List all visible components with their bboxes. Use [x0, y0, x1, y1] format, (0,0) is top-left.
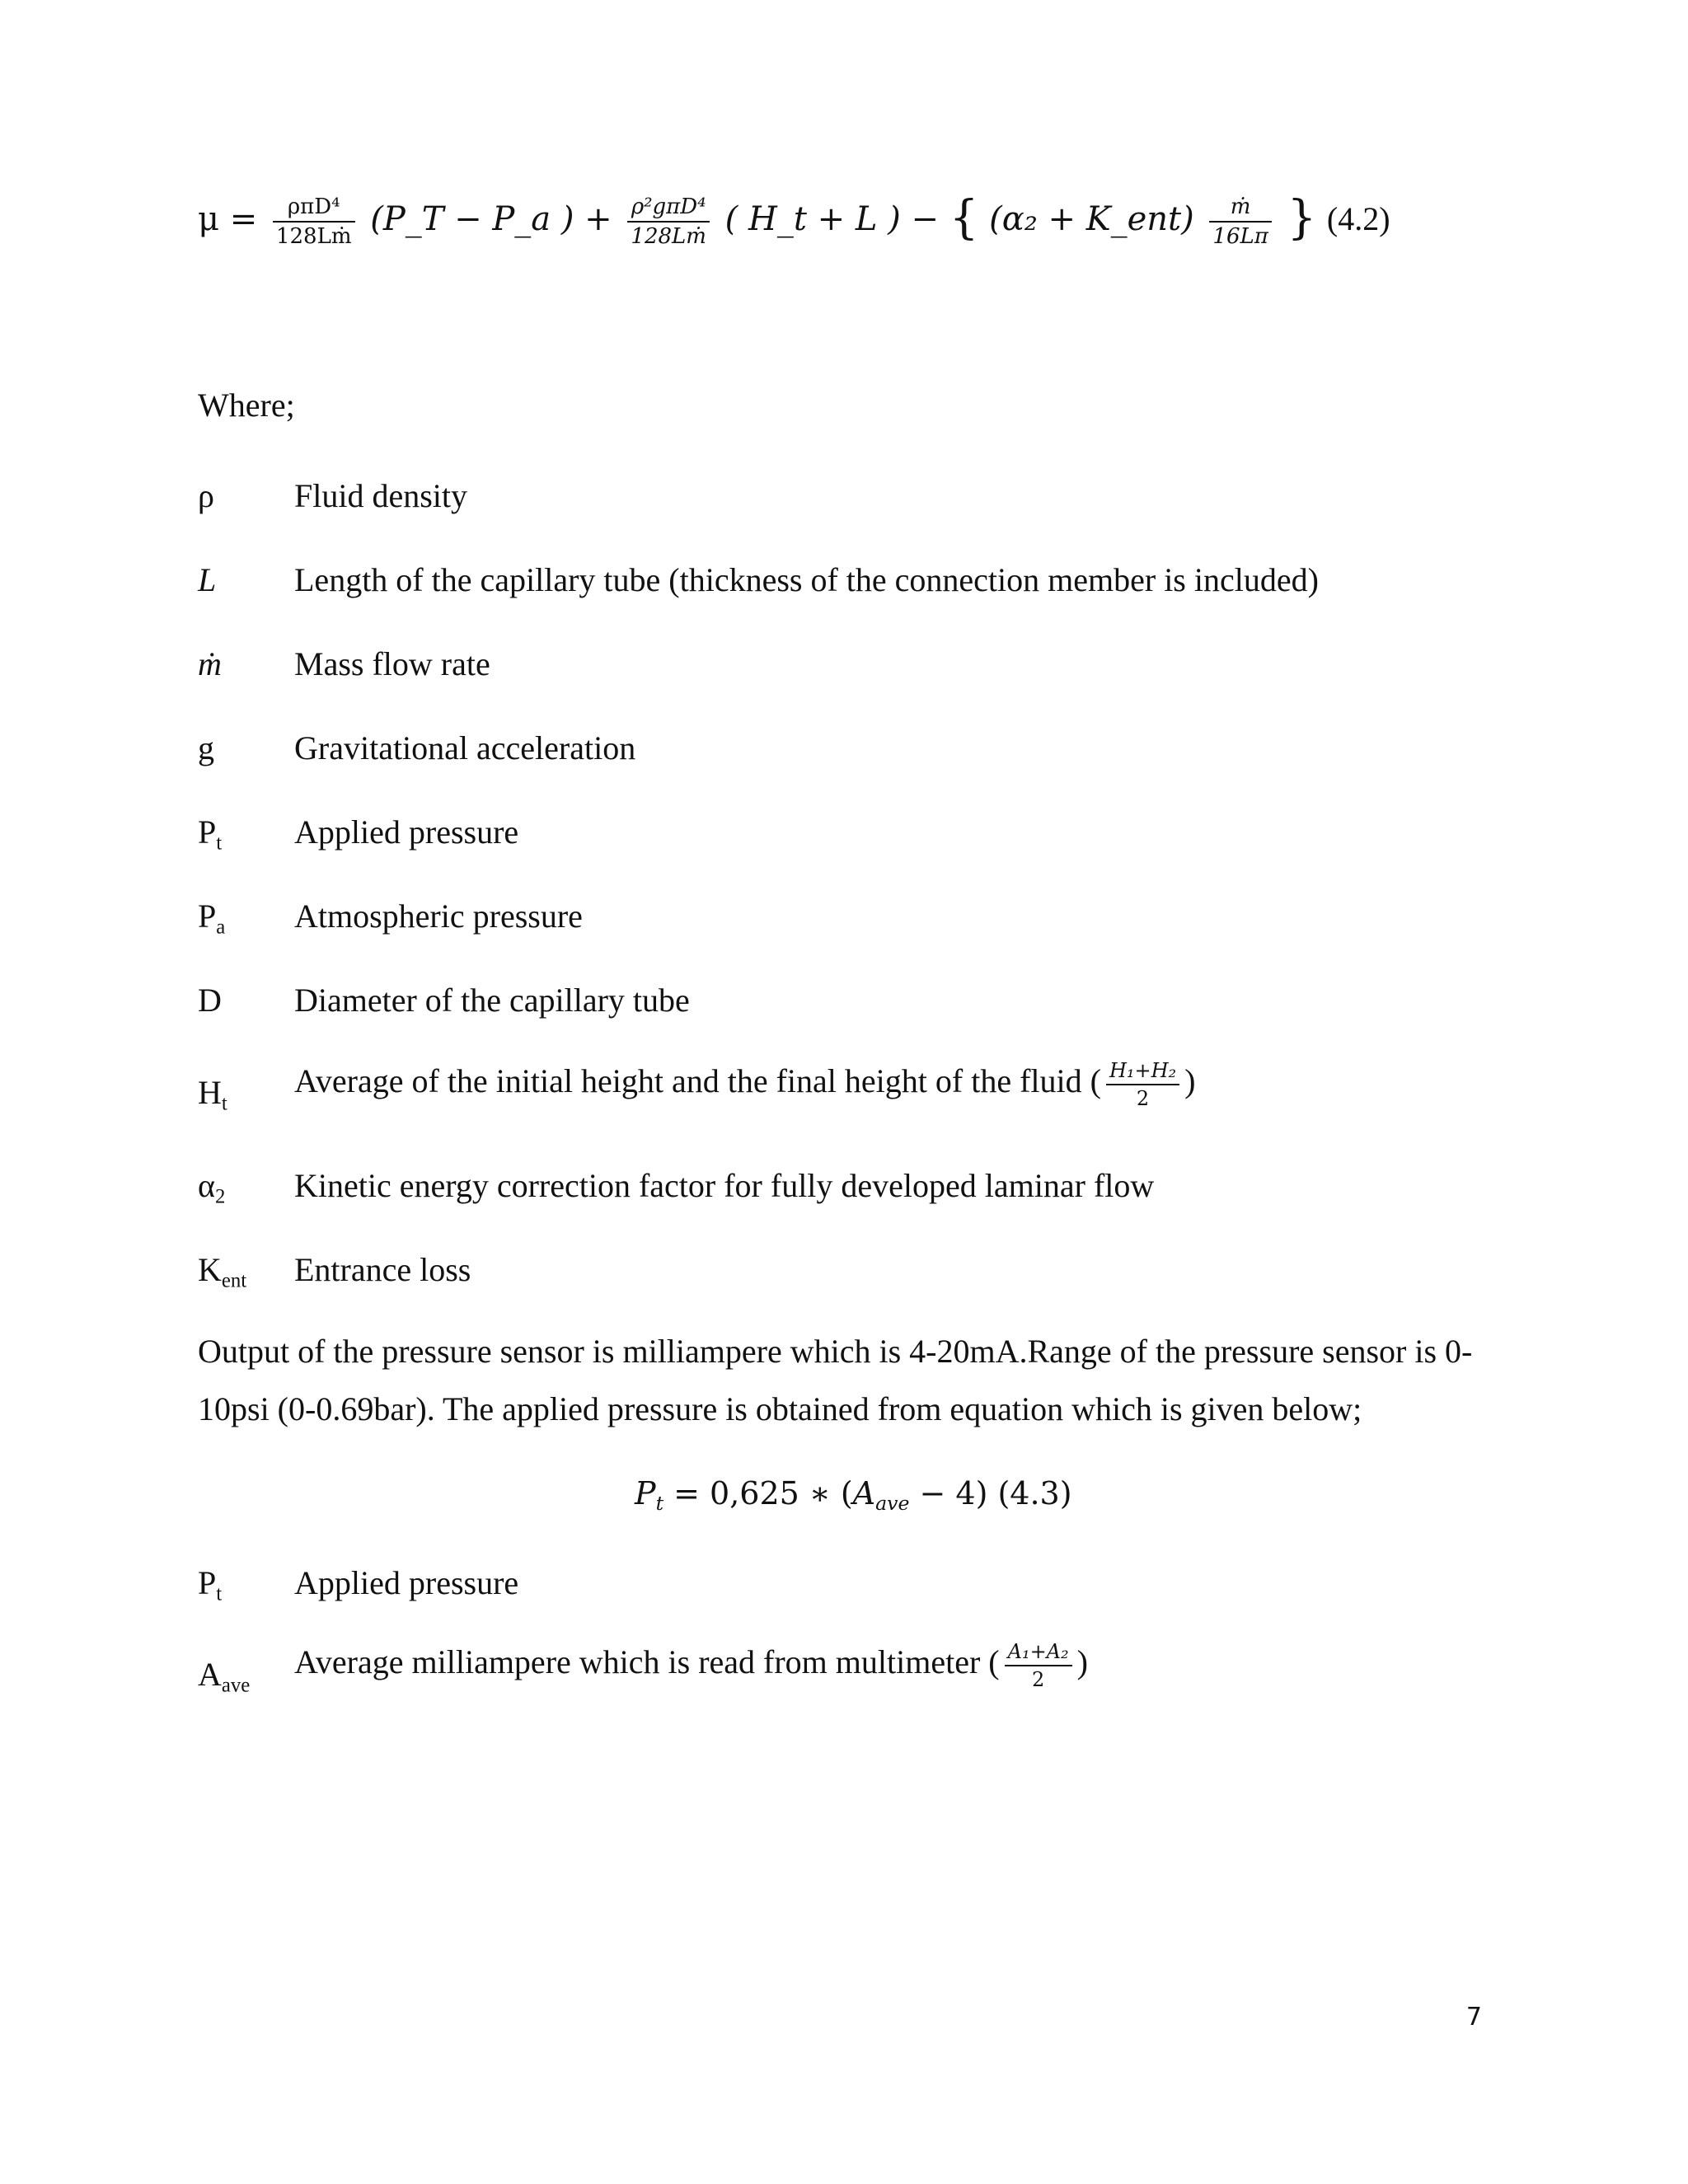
definition-symbol: $P_t$ — [198, 813, 223, 855]
equation-label: (4.2) — [1326, 200, 1390, 237]
fraction-3-denominator: 16Lπ — [1212, 224, 1268, 249]
definition-description: Kinetic energy correction factor for fully developed laminar flow — [294, 1167, 1155, 1204]
equation-4-3: $P_t = 0,625$ ∗ $(A_{ave} - 4)$ (4.3) — [635, 1475, 1072, 1516]
page-number: 7 — [1465, 2003, 1482, 2032]
definition-symbol: $A_{ave}$ — [198, 1656, 251, 1697]
definition-symbol: D — [198, 982, 222, 1019]
fraction-1-numerator: ρπD⁴ — [273, 194, 355, 223]
definition-symbol: ṁ — [198, 645, 222, 682]
brace-open: { — [949, 191, 979, 245]
paragraph-line-2: 10psi (0-0.69bar). The applied pressure is obtained from equation which is given below; — [198, 1390, 1362, 1427]
definition-description: Atmospheric pressure — [294, 898, 583, 935]
eq-term-1: (P_T − P_a ) + — [370, 200, 612, 238]
definition-description: Applied pressure — [294, 813, 519, 851]
definition-symbol: $H_t$ — [198, 1074, 227, 1115]
height-average-fraction: $\frac{\text{H₁+H₂}}{2}$ — [1106, 1059, 1179, 1110]
fraction-2-numerator: ρ²gπD⁴ — [627, 194, 710, 223]
fraction-2 — [627, 194, 710, 249]
eq-term-3: (α₂ + K_ent) — [989, 200, 1194, 238]
definition-description: Applied pressure — [294, 1564, 519, 1601]
definition-symbol: $K_{ent}$ — [198, 1251, 247, 1292]
eq-term-2: ( H_t + L ) − — [724, 200, 940, 238]
eq-lhs: μ = — [198, 200, 258, 238]
fraction-1-denominator: 128Lṁ — [275, 224, 352, 249]
definition-symbol: $P_t$ — [198, 1564, 223, 1605]
definition-symbol: $P_a$ — [198, 898, 226, 939]
fraction-2-denominator: 128Lṁ — [631, 224, 706, 249]
definition-description: Average of the initial height and the final height of the fluid ( $\frac{\text{H₁+H₂}}{2}$ ) — [294, 1059, 1196, 1110]
definition-description: Fluid density — [294, 477, 468, 514]
where-heading: Where; — [198, 387, 295, 424]
fraction-3-numerator: ṁ — [1209, 194, 1271, 223]
definition-description: Average milliampere which is read from multimeter ( $\frac{\text{A₁+A₂}}{2}$ ) — [294, 1640, 1088, 1691]
definition-symbol: L — [198, 561, 217, 598]
fraction-3 — [1209, 194, 1271, 249]
definition-description: Length of the capillary tube (thickness of the connection member is included) — [294, 561, 1319, 598]
definition-symbol: g — [198, 729, 214, 766]
paragraph-line-1: Output of the pressure sensor is milliampere which is 4-20mA.Range of the pressure sensor is 0- — [198, 1333, 1473, 1370]
definition-symbol: ρ — [198, 477, 214, 514]
milliampere-average-fraction: $\frac{\text{A₁+A₂}}{2}$ — [1005, 1640, 1072, 1691]
definition-description: Entrance loss — [294, 1251, 471, 1288]
definition-description: Diameter of the capillary tube — [294, 982, 690, 1019]
brace-close: } — [1287, 191, 1317, 245]
fraction-1 — [273, 194, 355, 249]
body-paragraph — [198, 1323, 1508, 1438]
definition-description: Mass flow rate — [294, 645, 490, 682]
equation-4-2 — [198, 191, 1390, 249]
definition-symbol: $\alpha_2$ — [198, 1167, 226, 1208]
definition-description: Gravitational acceleration — [294, 729, 636, 766]
